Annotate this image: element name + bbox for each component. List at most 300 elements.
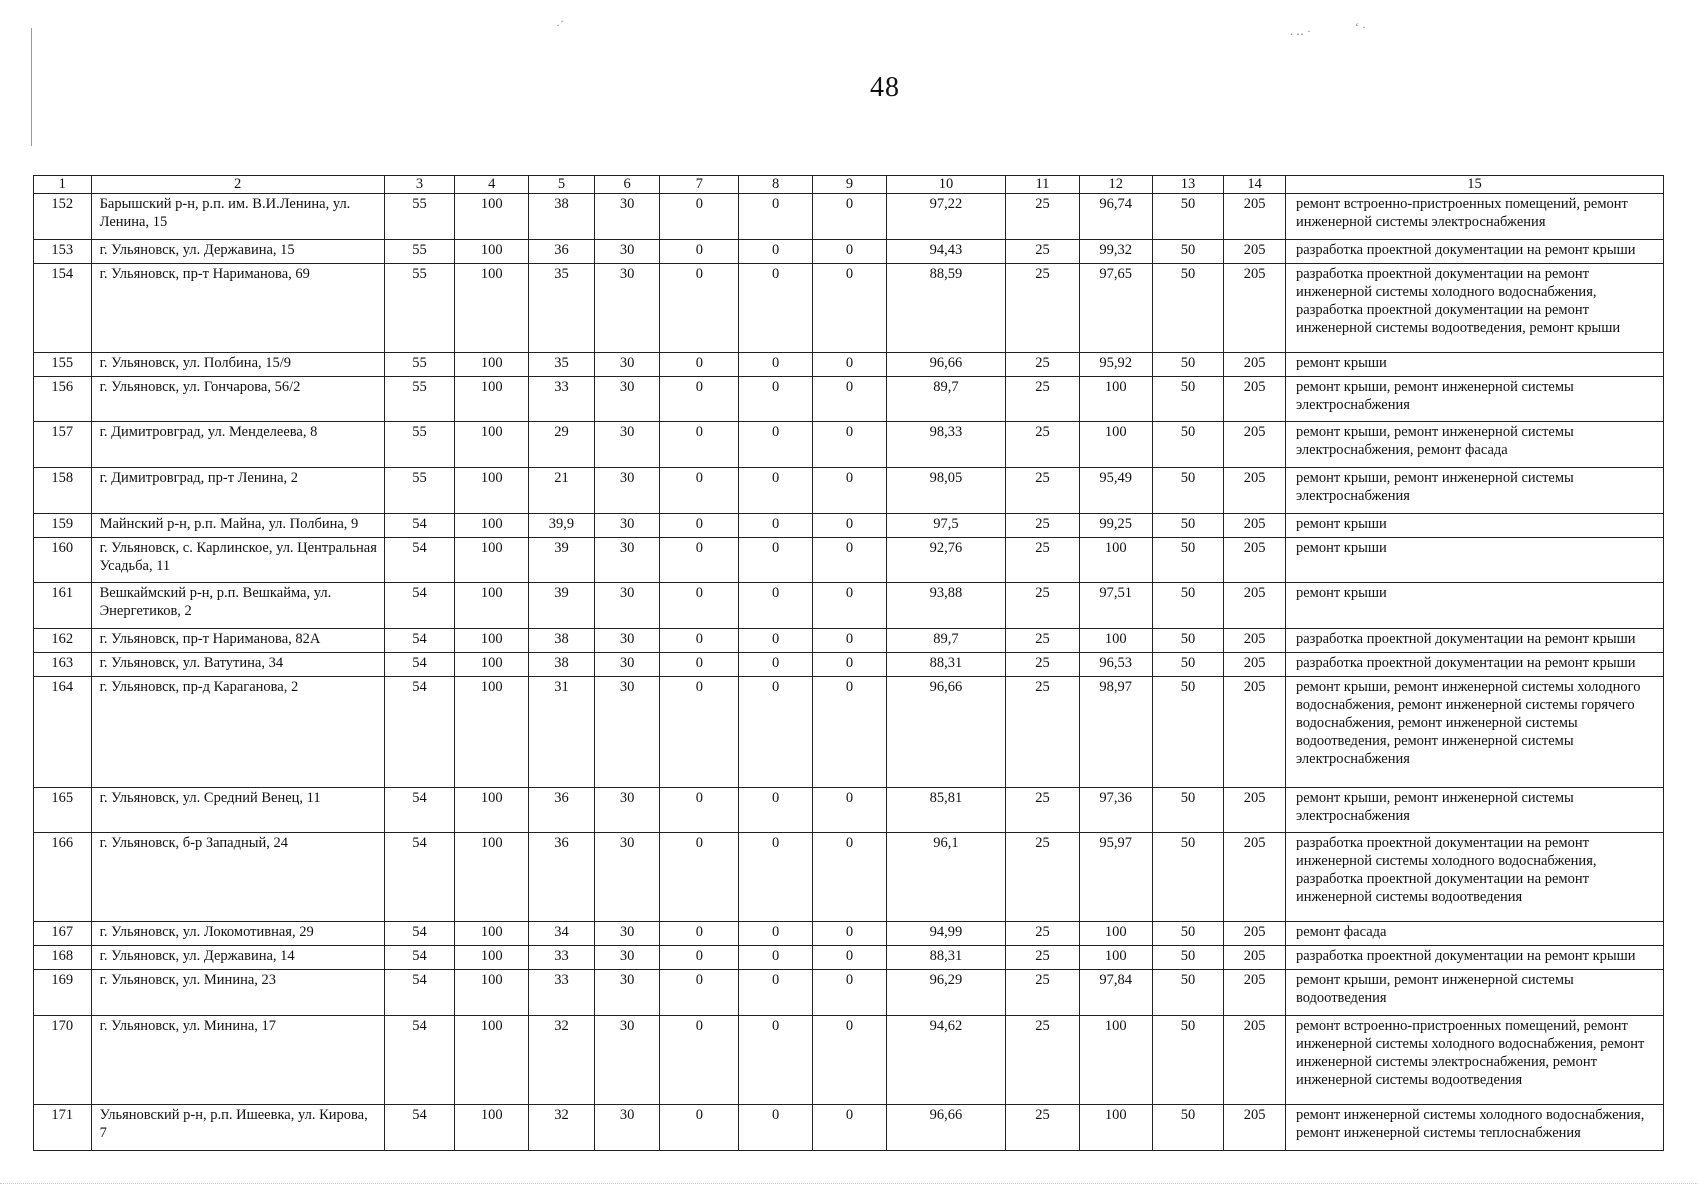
table-cell-col-15: ремонт крыши, ремонт инженерной системы электроснабжения, ремонт фасада [1285, 422, 1663, 468]
table-cell-col-7: 0 [660, 194, 739, 240]
table-cell-col-1: 163 [34, 653, 92, 677]
table-cell-col-4: 100 [455, 352, 529, 376]
column-header-7: 7 [660, 176, 739, 194]
table-cell-col-6: 30 [594, 653, 660, 677]
table-cell-col-14: 205 [1224, 513, 1286, 537]
table-cell-col-6: 30 [594, 629, 660, 653]
table-cell-col-3: 54 [384, 1016, 455, 1105]
table-cell-col-14: 205 [1224, 970, 1286, 1016]
table-cell-col-10: 88,59 [886, 263, 1005, 352]
table-cell-col-1: 166 [34, 833, 92, 922]
table-cell-col-11: 25 [1006, 422, 1080, 468]
table-cell-col-10: 92,76 [886, 537, 1005, 583]
table-cell-col-8: 0 [739, 922, 813, 946]
table-cell-col-1: 161 [34, 583, 92, 629]
table-cell-col-2: Ульяновский р-н, р.п. Ишеевка, ул. Кирова, 7 [91, 1105, 384, 1151]
table-cell-col-7: 0 [660, 787, 739, 833]
table-cell-col-4: 100 [455, 629, 529, 653]
table-cell-col-11: 25 [1006, 513, 1080, 537]
table-cell-col-2: г. Ульяновск, пр-т Нариманова, 69 [91, 263, 384, 352]
table-cell-col-11: 25 [1006, 263, 1080, 352]
table-cell-col-3: 54 [384, 946, 455, 970]
table-cell-col-9: 0 [813, 1105, 887, 1151]
table-cell-col-4: 100 [455, 1016, 529, 1105]
page-number: 48 [870, 72, 900, 103]
table-cell-col-8: 0 [739, 677, 813, 788]
column-header-8: 8 [739, 176, 813, 194]
table-cell-col-8: 0 [739, 787, 813, 833]
table-cell-col-1: 154 [34, 263, 92, 352]
table-cell-col-11: 25 [1006, 583, 1080, 629]
table-row [34, 653, 1664, 677]
column-header-11: 11 [1006, 176, 1080, 194]
table-cell-col-10: 96,66 [886, 1105, 1005, 1151]
table-cell-col-2: Вешкаймский р-н, р.п. Вешкайма, ул. Энергетиков, 2 [91, 583, 384, 629]
table-cell-col-12: 100 [1079, 922, 1152, 946]
table-cell-col-14: 205 [1224, 677, 1286, 788]
table-row [34, 239, 1664, 263]
table-cell-col-14: 205 [1224, 629, 1286, 653]
table-cell-col-9: 0 [813, 1016, 887, 1105]
table-cell-col-1: 164 [34, 677, 92, 788]
table-cell-col-13: 50 [1152, 1016, 1224, 1105]
table-cell-col-7: 0 [660, 677, 739, 788]
table-cell-col-15: разработка проектной документации на ремонт крыши [1285, 946, 1663, 970]
table-cell-col-13: 50 [1152, 833, 1224, 922]
table-cell-col-8: 0 [739, 537, 813, 583]
table-cell-col-11: 25 [1006, 970, 1080, 1016]
table-cell-col-6: 30 [594, 787, 660, 833]
table-cell-col-7: 0 [660, 537, 739, 583]
table-cell-col-5: 34 [529, 922, 595, 946]
table-cell-col-8: 0 [739, 1016, 813, 1105]
column-header-4: 4 [455, 176, 529, 194]
table-cell-col-3: 55 [384, 352, 455, 376]
table-cell-col-4: 100 [455, 537, 529, 583]
table-cell-col-14: 205 [1224, 1105, 1286, 1151]
table-cell-col-2: г. Ульяновск, ул. Минина, 23 [91, 970, 384, 1016]
table-cell-col-8: 0 [739, 376, 813, 422]
table-cell-col-3: 54 [384, 513, 455, 537]
table-cell-col-4: 100 [455, 677, 529, 788]
table-cell-col-15: разработка проектной документации на ремонт крыши [1285, 629, 1663, 653]
table-cell-col-4: 100 [455, 239, 529, 263]
table-cell-col-6: 30 [594, 970, 660, 1016]
table-cell-col-5: 36 [529, 787, 595, 833]
table-row [34, 970, 1664, 1016]
scan-speck: ·´ [556, 18, 564, 32]
table-row [34, 922, 1664, 946]
table-cell-col-10: 89,7 [886, 376, 1005, 422]
table-cell-col-2: г. Ульяновск, пр-д Караганова, 2 [91, 677, 384, 788]
table-cell-col-7: 0 [660, 513, 739, 537]
table-cell-col-9: 0 [813, 422, 887, 468]
table-cell-col-8: 0 [739, 194, 813, 240]
column-header-1: 1 [34, 176, 92, 194]
table-row [34, 422, 1664, 468]
table-cell-col-8: 0 [739, 422, 813, 468]
table-cell-col-1: 170 [34, 1016, 92, 1105]
table-cell-col-11: 25 [1006, 194, 1080, 240]
table-cell-col-3: 54 [384, 677, 455, 788]
table-cell-col-5: 38 [529, 629, 595, 653]
table-cell-col-2: г. Ульяновск, ул. Ватутина, 34 [91, 653, 384, 677]
table-cell-col-3: 55 [384, 263, 455, 352]
scan-speck: . ‥ · [1290, 24, 1311, 38]
table-cell-col-12: 96,53 [1079, 653, 1152, 677]
table-cell-col-7: 0 [660, 946, 739, 970]
table-cell-col-3: 54 [384, 653, 455, 677]
table-cell-col-12: 100 [1079, 1016, 1152, 1105]
table-cell-col-14: 205 [1224, 922, 1286, 946]
table-cell-col-2: г. Ульяновск, ул. Полбина, 15/9 [91, 352, 384, 376]
scan-noise-line [0, 1183, 1698, 1194]
table-cell-col-5: 39 [529, 537, 595, 583]
table-cell-col-1: 152 [34, 194, 92, 240]
table-cell-col-8: 0 [739, 946, 813, 970]
table-cell-col-14: 205 [1224, 833, 1286, 922]
table-cell-col-15: разработка проектной документации на ремонт крыши [1285, 239, 1663, 263]
table-cell-col-14: 205 [1224, 263, 1286, 352]
table-cell-col-3: 55 [384, 194, 455, 240]
table-cell-col-15: разработка проектной документации на ремонт инженерной системы холодного водоснабжения, разработка проектной документации на ремонт инженерной системы водоотведения [1285, 833, 1663, 922]
table-cell-col-6: 30 [594, 922, 660, 946]
table-cell-col-5: 39 [529, 583, 595, 629]
table-cell-col-9: 0 [813, 787, 887, 833]
table-cell-col-6: 30 [594, 513, 660, 537]
table-cell-col-10: 94,99 [886, 922, 1005, 946]
column-header-9: 9 [813, 176, 887, 194]
table-cell-col-5: 31 [529, 677, 595, 788]
table-cell-col-1: 159 [34, 513, 92, 537]
table-cell-col-8: 0 [739, 263, 813, 352]
table-cell-col-15: разработка проектной документации на ремонт крыши [1285, 653, 1663, 677]
table-cell-col-10: 98,05 [886, 468, 1005, 514]
table-cell-col-5: 33 [529, 376, 595, 422]
table-cell-col-12: 97,65 [1079, 263, 1152, 352]
table-cell-col-11: 25 [1006, 1105, 1080, 1151]
table-cell-col-6: 30 [594, 946, 660, 970]
table-cell-col-6: 30 [594, 376, 660, 422]
table-cell-col-2: г. Димитровград, пр-т Ленина, 2 [91, 468, 384, 514]
table-row [34, 537, 1664, 583]
table-cell-col-8: 0 [739, 629, 813, 653]
table-cell-col-2: г. Димитровград, ул. Менделеева, 8 [91, 422, 384, 468]
table-cell-col-7: 0 [660, 922, 739, 946]
table-cell-col-11: 25 [1006, 653, 1080, 677]
table-cell-col-14: 205 [1224, 537, 1286, 583]
table-cell-col-11: 25 [1006, 833, 1080, 922]
column-header-14: 14 [1224, 176, 1286, 194]
scan-speck: ‘ · [1355, 20, 1366, 34]
table-row [34, 629, 1664, 653]
table-row [34, 1105, 1664, 1151]
data-table [33, 175, 1664, 1151]
table-cell-col-2: г. Ульяновск, ул. Державина, 15 [91, 239, 384, 263]
table-cell-col-6: 30 [594, 194, 660, 240]
table-cell-col-6: 30 [594, 239, 660, 263]
column-header-3: 3 [384, 176, 455, 194]
table-cell-col-9: 0 [813, 946, 887, 970]
table-cell-col-4: 100 [455, 583, 529, 629]
table-cell-col-3: 54 [384, 833, 455, 922]
column-header-6: 6 [594, 176, 660, 194]
table-cell-col-12: 100 [1079, 376, 1152, 422]
table-cell-col-2: г. Ульяновск, ул. Гончарова, 56/2 [91, 376, 384, 422]
table-cell-col-2: г. Ульяновск, с. Карлинское, ул. Центральная Усадьба, 11 [91, 537, 384, 583]
table-cell-col-12: 98,97 [1079, 677, 1152, 788]
table-cell-col-7: 0 [660, 583, 739, 629]
table-cell-col-12: 100 [1079, 537, 1152, 583]
table-cell-col-8: 0 [739, 468, 813, 514]
table-cell-col-9: 0 [813, 970, 887, 1016]
table-cell-col-14: 205 [1224, 376, 1286, 422]
table-cell-col-13: 50 [1152, 422, 1224, 468]
table-cell-col-10: 88,31 [886, 653, 1005, 677]
table-cell-col-4: 100 [455, 922, 529, 946]
table-cell-col-7: 0 [660, 629, 739, 653]
table-cell-col-8: 0 [739, 239, 813, 263]
table-cell-col-1: 171 [34, 1105, 92, 1151]
table-cell-col-4: 100 [455, 787, 529, 833]
table-cell-col-14: 205 [1224, 194, 1286, 240]
table-cell-col-13: 50 [1152, 946, 1224, 970]
table-cell-col-15: ремонт инженерной системы холодного водоснабжения, ремонт инженерной системы теплоснабжения [1285, 1105, 1663, 1151]
table-cell-col-13: 50 [1152, 468, 1224, 514]
table-cell-col-13: 50 [1152, 629, 1224, 653]
table-cell-col-1: 153 [34, 239, 92, 263]
table-cell-col-4: 100 [455, 513, 529, 537]
table-cell-col-13: 50 [1152, 194, 1224, 240]
table-cell-col-9: 0 [813, 239, 887, 263]
table-cell-col-2: г. Ульяновск, б-р Западный, 24 [91, 833, 384, 922]
table-cell-col-11: 25 [1006, 239, 1080, 263]
table-cell-col-5: 36 [529, 239, 595, 263]
table-cell-col-12: 100 [1079, 629, 1152, 653]
column-header-13: 13 [1152, 176, 1224, 194]
table-cell-col-14: 205 [1224, 787, 1286, 833]
table-cell-col-10: 96,1 [886, 833, 1005, 922]
table-cell-col-13: 50 [1152, 787, 1224, 833]
table-cell-col-10: 97,22 [886, 194, 1005, 240]
column-header-15: 15 [1285, 176, 1663, 194]
table-cell-col-15: ремонт крыши [1285, 537, 1663, 583]
table-cell-col-12: 97,36 [1079, 787, 1152, 833]
table-cell-col-13: 50 [1152, 922, 1224, 946]
table-cell-col-4: 100 [455, 422, 529, 468]
table-cell-col-10: 88,31 [886, 946, 1005, 970]
table-cell-col-6: 30 [594, 1105, 660, 1151]
table-row [34, 833, 1664, 922]
table-cell-col-6: 30 [594, 1016, 660, 1105]
table-cell-col-7: 0 [660, 468, 739, 514]
table-cell-col-9: 0 [813, 629, 887, 653]
table-cell-col-10: 96,66 [886, 352, 1005, 376]
table-cell-col-8: 0 [739, 833, 813, 922]
table-cell-col-4: 100 [455, 263, 529, 352]
table-cell-col-11: 25 [1006, 537, 1080, 583]
table-cell-col-10: 89,7 [886, 629, 1005, 653]
table-cell-col-1: 167 [34, 922, 92, 946]
table-cell-col-14: 205 [1224, 653, 1286, 677]
table-cell-col-4: 100 [455, 970, 529, 1016]
table-cell-col-8: 0 [739, 513, 813, 537]
table-cell-col-1: 162 [34, 629, 92, 653]
table-cell-col-4: 100 [455, 376, 529, 422]
table-cell-col-3: 54 [384, 629, 455, 653]
table-cell-col-15: ремонт крыши, ремонт инженерной системы холодного водоснабжения, ремонт инженерной системы горячего водоснабжения, ремонт инженерной системы водоотведения, ремонт инженерной системы электроснабжения [1285, 677, 1663, 788]
table-row [34, 583, 1664, 629]
table-cell-col-9: 0 [813, 922, 887, 946]
table-cell-col-7: 0 [660, 970, 739, 1016]
table-cell-col-12: 99,25 [1079, 513, 1152, 537]
table-cell-col-10: 96,66 [886, 677, 1005, 788]
table-cell-col-11: 25 [1006, 629, 1080, 653]
table-cell-col-14: 205 [1224, 422, 1286, 468]
table-cell-col-1: 156 [34, 376, 92, 422]
table-cell-col-11: 25 [1006, 787, 1080, 833]
table-cell-col-12: 100 [1079, 946, 1152, 970]
table-cell-col-2: Барышский р-н, р.п. им. В.И.Ленина, ул. Ленина, 15 [91, 194, 384, 240]
table-cell-col-14: 205 [1224, 1016, 1286, 1105]
table-cell-col-1: 165 [34, 787, 92, 833]
table-cell-col-7: 0 [660, 422, 739, 468]
table-cell-col-14: 205 [1224, 468, 1286, 514]
table-cell-col-15: ремонт фасада [1285, 922, 1663, 946]
table-cell-col-15: ремонт крыши [1285, 352, 1663, 376]
table-cell-col-6: 30 [594, 468, 660, 514]
table-cell-col-9: 0 [813, 537, 887, 583]
table-cell-col-5: 36 [529, 833, 595, 922]
table-cell-col-15: ремонт крыши [1285, 583, 1663, 629]
table-row [34, 194, 1664, 240]
table-cell-col-4: 100 [455, 653, 529, 677]
table-cell-col-15: ремонт встроенно-пристроенных помещений, ремонт инженерной системы электроснабжения [1285, 194, 1663, 240]
table-cell-col-7: 0 [660, 239, 739, 263]
table-cell-col-2: г. Ульяновск, ул. Средний Венец, 11 [91, 787, 384, 833]
table-cell-col-10: 98,33 [886, 422, 1005, 468]
table-row [34, 513, 1664, 537]
table-cell-col-2: г. Ульяновск, пр-т Нариманова, 82А [91, 629, 384, 653]
table-cell-col-5: 35 [529, 263, 595, 352]
table-cell-col-3: 54 [384, 970, 455, 1016]
table-cell-col-3: 54 [384, 583, 455, 629]
table-cell-col-9: 0 [813, 263, 887, 352]
table-cell-col-13: 50 [1152, 263, 1224, 352]
table-cell-col-3: 55 [384, 376, 455, 422]
table-cell-col-6: 30 [594, 583, 660, 629]
table-cell-col-13: 50 [1152, 1105, 1224, 1151]
table-cell-col-9: 0 [813, 653, 887, 677]
table-row [34, 1016, 1664, 1105]
table-row [34, 787, 1664, 833]
table-cell-col-1: 160 [34, 537, 92, 583]
table-cell-col-6: 30 [594, 537, 660, 583]
table-cell-col-1: 169 [34, 970, 92, 1016]
table-row [34, 677, 1664, 788]
table-cell-col-6: 30 [594, 422, 660, 468]
table-cell-col-7: 0 [660, 263, 739, 352]
table-cell-col-6: 30 [594, 352, 660, 376]
table-cell-col-7: 0 [660, 376, 739, 422]
table-row [34, 263, 1664, 352]
table-cell-col-8: 0 [739, 1105, 813, 1151]
table-cell-col-14: 205 [1224, 946, 1286, 970]
table-cell-col-3: 54 [384, 1105, 455, 1151]
table-cell-col-1: 157 [34, 422, 92, 468]
table-cell-col-15: ремонт крыши, ремонт инженерной системы электроснабжения [1285, 376, 1663, 422]
table-cell-col-5: 21 [529, 468, 595, 514]
table-cell-col-3: 54 [384, 537, 455, 583]
table-cell-col-8: 0 [739, 653, 813, 677]
table-cell-col-4: 100 [455, 468, 529, 514]
table-cell-col-14: 205 [1224, 239, 1286, 263]
table-cell-col-2: г. Ульяновск, ул. Державина, 14 [91, 946, 384, 970]
column-header-10: 10 [886, 176, 1005, 194]
table-cell-col-7: 0 [660, 833, 739, 922]
table-cell-col-1: 168 [34, 946, 92, 970]
table-cell-col-7: 0 [660, 1016, 739, 1105]
table-cell-col-7: 0 [660, 653, 739, 677]
table-cell-col-12: 97,84 [1079, 970, 1152, 1016]
table-cell-col-5: 38 [529, 194, 595, 240]
table-cell-col-15: ремонт крыши [1285, 513, 1663, 537]
table-cell-col-5: 35 [529, 352, 595, 376]
table-cell-col-11: 25 [1006, 1016, 1080, 1105]
table-cell-col-5: 33 [529, 970, 595, 1016]
table-cell-col-9: 0 [813, 513, 887, 537]
table-cell-col-12: 99,32 [1079, 239, 1152, 263]
table-cell-col-12: 95,49 [1079, 468, 1152, 514]
table-cell-col-9: 0 [813, 468, 887, 514]
table-cell-col-11: 25 [1006, 376, 1080, 422]
table-cell-col-9: 0 [813, 352, 887, 376]
table-cell-col-13: 50 [1152, 677, 1224, 788]
table-cell-col-2: г. Ульяновск, ул. Минина, 17 [91, 1016, 384, 1105]
table-cell-col-15: разработка проектной документации на ремонт инженерной системы холодного водоснабжения, разработка проектной документации на ремонт инженерной системы водоотведения, ремонт крыши [1285, 263, 1663, 352]
column-header-5: 5 [529, 176, 595, 194]
table-cell-col-15: ремонт крыши, ремонт инженерной системы электроснабжения [1285, 787, 1663, 833]
table-cell-col-8: 0 [739, 352, 813, 376]
table-cell-col-3: 55 [384, 468, 455, 514]
table-cell-col-11: 25 [1006, 677, 1080, 788]
table-cell-col-12: 100 [1079, 1105, 1152, 1151]
table-cell-col-4: 100 [455, 946, 529, 970]
table-cell-col-5: 39,9 [529, 513, 595, 537]
table-cell-col-13: 50 [1152, 537, 1224, 583]
table-cell-col-9: 0 [813, 583, 887, 629]
table-cell-col-15: ремонт крыши, ремонт инженерной системы электроснабжения [1285, 468, 1663, 514]
table-row [34, 468, 1664, 514]
table-cell-col-4: 100 [455, 833, 529, 922]
table-cell-col-5: 29 [529, 422, 595, 468]
table-cell-col-11: 25 [1006, 922, 1080, 946]
table-cell-col-14: 205 [1224, 583, 1286, 629]
table-cell-col-11: 25 [1006, 468, 1080, 514]
table-cell-col-13: 50 [1152, 239, 1224, 263]
table-row [34, 946, 1664, 970]
table-cell-col-1: 158 [34, 468, 92, 514]
table-cell-col-11: 25 [1006, 946, 1080, 970]
table-cell-col-7: 0 [660, 1105, 739, 1151]
table-cell-col-13: 50 [1152, 352, 1224, 376]
table-cell-col-12: 96,74 [1079, 194, 1152, 240]
table-cell-col-7: 0 [660, 352, 739, 376]
table-row [34, 352, 1664, 376]
table-cell-col-11: 25 [1006, 352, 1080, 376]
table-cell-col-10: 96,29 [886, 970, 1005, 1016]
table-cell-col-9: 0 [813, 194, 887, 240]
